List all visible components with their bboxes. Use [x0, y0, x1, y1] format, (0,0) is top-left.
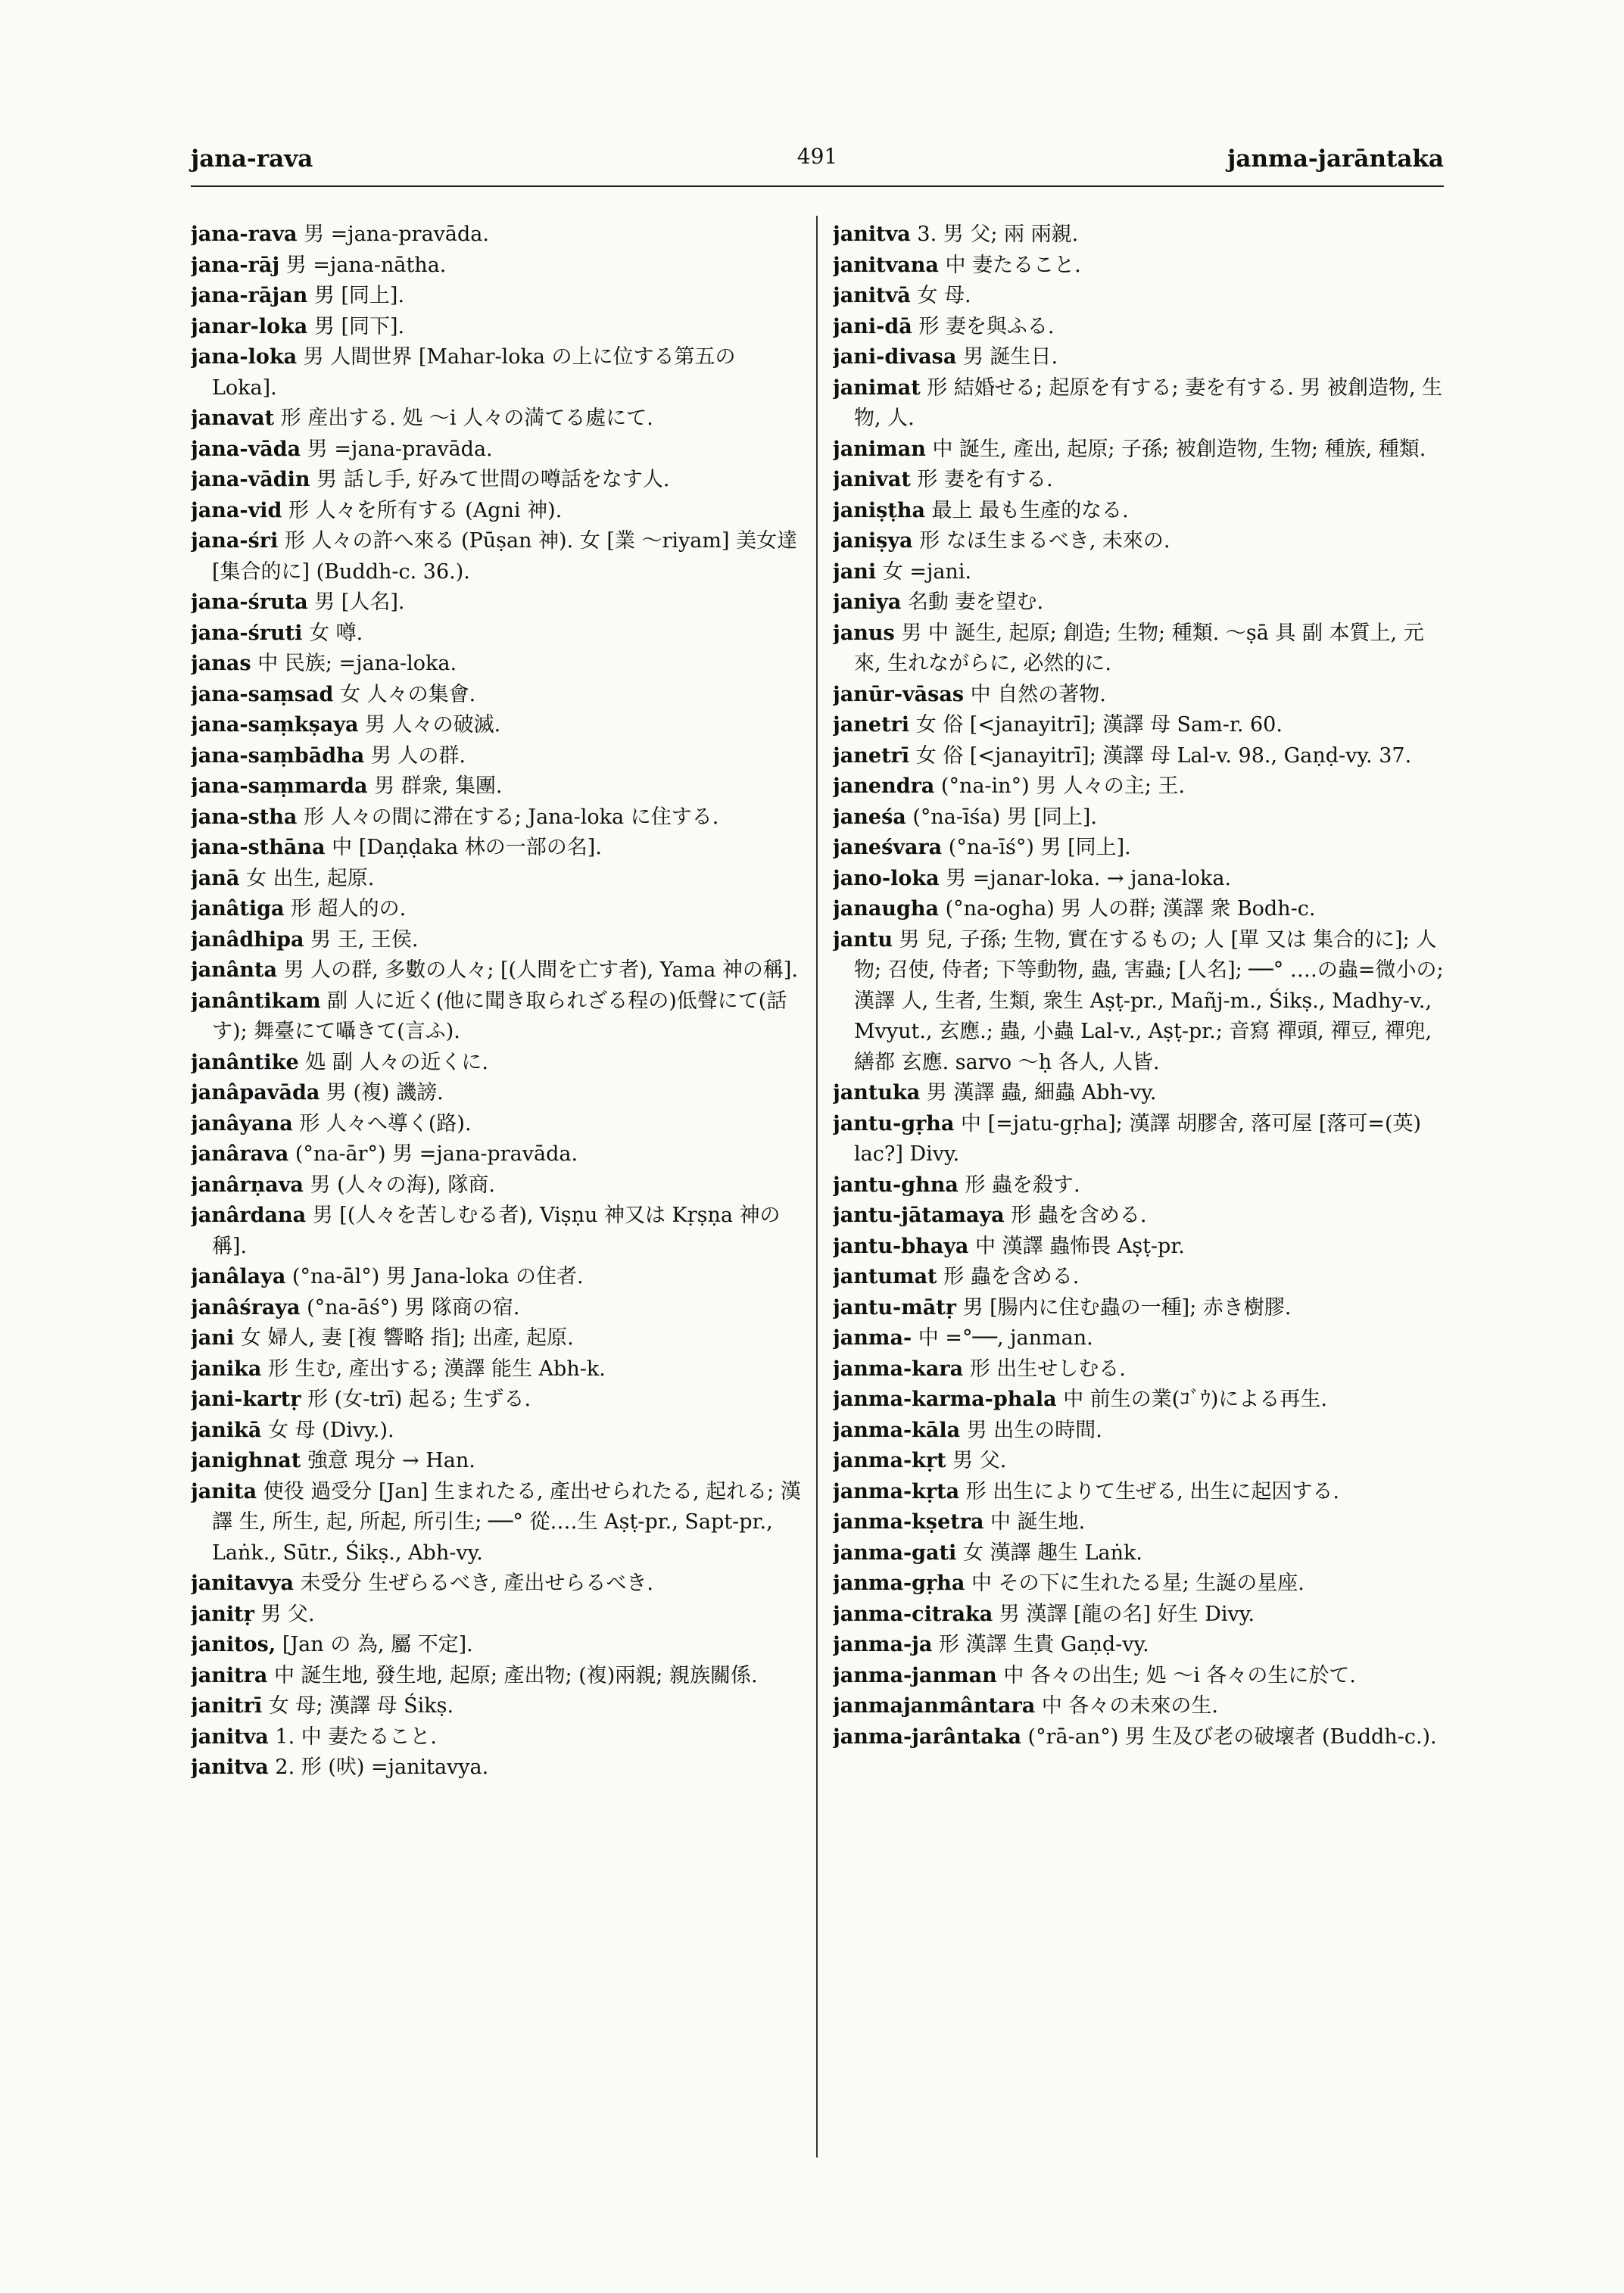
dictionary-entry [191, 1262, 804, 1293]
entry-headword: janus [833, 621, 895, 645]
dictionary-entry [833, 1538, 1446, 1569]
entry-definition: 男 父. [260, 1602, 315, 1626]
entry-definition: 男 王, 王侯. [310, 927, 419, 952]
entry-definition: 女 =jani. [882, 559, 972, 584]
entry-headword: janitva [833, 223, 911, 246]
dictionary-entry [833, 342, 1446, 373]
entry-headword: janârdana [191, 1204, 307, 1227]
dictionary-entry [833, 1600, 1446, 1631]
entry-headword: janâpavāda [191, 1081, 320, 1104]
entry-headword: janimat [833, 375, 921, 400]
entry-definition: 女 人々の集會. [340, 682, 476, 706]
dictionary-entry [833, 771, 1446, 802]
dictionary-entry [833, 1201, 1446, 1232]
entry-definition: 中 =°──, janman. [918, 1326, 1093, 1350]
entry-headword: janitos, [191, 1633, 276, 1656]
entry-headword: jana-śri [191, 529, 279, 553]
dictionary-entry [833, 557, 1446, 588]
dictionary-entry [833, 1293, 1446, 1324]
entry-headword: janitva [191, 1756, 269, 1779]
entry-definition: 中 [=jatu-gṛha]; 漢譯 胡膠舍, 落可屋 [落可=(英) lac?] Divy. [854, 1111, 1422, 1166]
dictionary-entry [191, 403, 804, 435]
dictionary-entry [191, 1752, 804, 1784]
entry-headword: janetrī [833, 743, 910, 768]
entry-definition: [Jan の 為, 屬 不定]. [282, 1633, 473, 1656]
entry-definition: 中 その下に生れたる星; 生誕の星座. [971, 1572, 1304, 1595]
dictionary-entry [191, 251, 804, 282]
entry-definition: (°rā-an°) 男 生及び老の破壞者 (Buddh-c.). [1027, 1724, 1437, 1749]
header-guide-word-right: janma-jarāntaka [1227, 145, 1444, 173]
entry-headword: jana-sthāna [191, 836, 326, 859]
entry-definition: 形 (女-trī) 起る; 生ずる. [307, 1388, 531, 1411]
dictionary-entry [191, 1139, 804, 1170]
header-rule [191, 185, 1444, 187]
entry-headword: jantumat [833, 1265, 937, 1288]
entry-definition: 男 =jana-pravāda. [304, 223, 489, 246]
entry-definition: 副 人に近く(他に聞き取られざる程の)低聲にて(話す); 舞臺にて囁きて(言ふ). [212, 989, 787, 1043]
entry-headword: janighnat [191, 1449, 301, 1472]
dictionary-entry [191, 1691, 804, 1722]
entry-headword: janas [191, 652, 251, 675]
dictionary-entry [833, 435, 1446, 466]
entry-definition: 3. 男 父; 兩 兩親. [917, 223, 1079, 246]
dictionary-entry [191, 649, 804, 680]
dictionary-entry [191, 771, 804, 802]
dictionary-entry [833, 526, 1446, 557]
entry-definition: 形 産出する. 処 ～i 人々の満てる處にて. [280, 407, 653, 430]
dictionary-entry [833, 1385, 1446, 1416]
entry-definition: 名動 妻を望む. [907, 590, 1044, 614]
dictionary-entry [833, 1630, 1446, 1661]
entry-headword: janma-kṛt [833, 1449, 946, 1472]
entry-headword: janikā [191, 1418, 262, 1442]
entry-headword: janâlaya [191, 1265, 286, 1288]
entry-headword: janâśraya [191, 1295, 301, 1319]
entry-definition: (°na-ār°) 男 =jana-pravāda. [295, 1142, 578, 1166]
entry-headword: janâtiga [191, 897, 285, 921]
dictionary-entry [833, 894, 1446, 925]
entry-headword: janma-kāla [833, 1418, 961, 1442]
dictionary-entry [833, 833, 1446, 864]
entry-headword: jantu [833, 927, 893, 952]
entry-headword: jana-vid [191, 498, 282, 522]
entry-headword: jani [191, 1326, 235, 1350]
dictionary-entry [191, 1661, 804, 1692]
entry-headword: janiya [833, 590, 902, 614]
entry-headword: jani [833, 559, 877, 584]
dictionary-entry [833, 1661, 1446, 1692]
dictionary-entry [833, 802, 1446, 833]
entry-headword: jana-stha [191, 805, 298, 829]
header-guide-word-left: jana-rava [191, 145, 313, 173]
entry-headword: janūr-vāsas [833, 682, 965, 706]
entry-definition: 形 蟲を殺す. [965, 1173, 1080, 1197]
dictionary-entry [833, 710, 1446, 741]
dictionary-entry [191, 281, 804, 312]
right-column [833, 220, 1446, 2248]
entry-definition: 最上 最も生產的なる. [931, 498, 1129, 522]
entry-headword: jana-vādin [191, 468, 310, 491]
entry-definition: 男 兒, 子孫; 生物, 實在するもの; 人 [單 又は 集合的に]; 人物; 召使, 侍者; 下等動物, 蟲, 害蟲; [人名]; ──° ‥‥の蟲=微小の; 漢譯 人, 生者, 生類, 衆生 Aṣṭ-pr., Mañj-m., Śikṣ., Madhy-v., Mvyut., 玄應.; 蟲, 小蟲 Lal-v., Aṣṭ-pr.; 音寫 禪頭, 禪豆, 禪兜, 繕都 玄應. sarvo ～ḥ 各人, 人皆. [854, 927, 1444, 1074]
entry-headword: janânta [191, 958, 277, 982]
entry-definition: 形 人々の間に滞在する; Jana-loka に住する. [304, 805, 719, 829]
entry-definition: 形 漢譯 生貴 Gaṇḍ-vy. [939, 1633, 1149, 1656]
entry-headword: jana-saṃkṣaya [191, 713, 359, 737]
entry-headword: jana-saṃmarda [191, 774, 368, 798]
dictionary-entry [833, 1232, 1446, 1263]
entry-definition: 男 [(人々を苦しむる者), Viṣṇu 神又は Kṛṣṇa 神の稱]. [212, 1204, 781, 1258]
entry-headword: jana-vāda [191, 437, 301, 461]
dictionary-entry [833, 220, 1446, 251]
entry-headword: janitṛ [191, 1602, 254, 1626]
dictionary-entry [191, 1170, 804, 1201]
dictionary-entry [191, 986, 804, 1048]
entry-headword: jantuka [833, 1081, 921, 1104]
entry-definition: 中 自然の著物. [970, 682, 1106, 706]
entry-definition: 中 [Daṇḍaka 林の一部の名]. [332, 836, 602, 859]
entry-definition: 男 人間世界 [Mahar-loka の上に位する第五の Loka]. [212, 345, 736, 400]
entry-definition: 形 超人的の. [291, 897, 407, 921]
entry-definition: 男 [人名]. [314, 590, 405, 614]
dictionary-entry [833, 741, 1446, 772]
dictionary-entry [833, 1078, 1446, 1109]
column-divider [816, 216, 818, 2157]
entry-definition: 男 群衆, 集團. [374, 774, 503, 798]
entry-headword: janântike [191, 1050, 299, 1074]
entry-headword: janârava [191, 1142, 289, 1166]
entry-headword: jana-śruti [191, 621, 303, 645]
entry-headword: janma-jarântaka [833, 1724, 1021, 1749]
dictionary-entry [191, 1293, 804, 1324]
dictionary-entry [191, 1323, 804, 1354]
entry-definition: 中 前生の業(ｺﾞｳ)による再生. [1063, 1388, 1327, 1411]
entry-definition: 形 出生によりて生ぜる, 出生に起因する. [965, 1479, 1339, 1503]
entry-headword: janā [191, 866, 240, 890]
entry-headword: jantu-mātṛ [833, 1295, 956, 1319]
entry-headword: janitavya [191, 1572, 294, 1595]
entry-headword: janma-janman [833, 1663, 997, 1687]
dictionary-entry [833, 864, 1446, 895]
entry-headword: jantu-ghna [833, 1173, 959, 1197]
dictionary-entry [833, 1109, 1446, 1170]
dictionary-entry [833, 1722, 1446, 1753]
dictionary-entry [833, 1507, 1446, 1538]
left-column [191, 220, 804, 2248]
entry-definition: 女 母; 漢譯 母 Śikṣ. [268, 1694, 454, 1718]
dictionary-entry [191, 220, 804, 251]
entry-headword: jantu-bhaya [833, 1234, 969, 1258]
entry-definition: 男 [同下]. [313, 314, 405, 338]
entry-definition: 男 (複) 譏謗. [326, 1081, 444, 1104]
entry-definition: 強意 現分 → Han. [307, 1449, 475, 1472]
entry-headword: janma-karma-phala [833, 1388, 1057, 1411]
entry-headword: jano-loka [833, 866, 940, 890]
entry-headword: jantu-jātamaya [833, 1204, 1005, 1227]
dictionary-entry [833, 1262, 1446, 1293]
entry-definition: 形 妻を與ふる. [918, 314, 1055, 338]
entry-definition: 女 噂. [308, 621, 363, 645]
dictionary-entry [833, 373, 1446, 435]
entry-headword: jani-dā [833, 314, 912, 338]
entry-definition: (°na-āl°) 男 Jana-loka の住者. [291, 1265, 584, 1288]
dictionary-entry [833, 496, 1446, 527]
dictionary-entry [191, 1569, 804, 1600]
dictionary-entry [191, 1109, 804, 1140]
entry-headword: janântikam [191, 989, 321, 1013]
entry-definition: 女 母 (Divy.). [267, 1418, 394, 1442]
dictionary-entry [191, 587, 804, 618]
dictionary-entry [833, 465, 1446, 496]
dictionary-entry [191, 618, 804, 650]
entry-headword: janma-gṛha [833, 1572, 965, 1595]
entry-definition: 中 妻たること. [945, 253, 1081, 277]
entry-definition: 男 =jana-nātha. [285, 253, 447, 277]
dictionary-entry [191, 802, 804, 833]
entry-definition: (°na-ogha) 男 人の群; 漢譯 衆 Bodh-c. [945, 897, 1316, 921]
entry-definition: 形 生む, 產出する; 漢譯 能生 Abh-k. [267, 1357, 606, 1381]
dictionary-entry [191, 496, 804, 527]
entry-definition: 男 =jana-pravāda. [307, 437, 493, 461]
entry-definition: 中 民族; =jana-loka. [257, 652, 457, 675]
dictionary-entry [833, 1354, 1446, 1385]
dictionary-entry [191, 465, 804, 496]
entry-definition: 女 漢譯 趣生 Laṅk. [962, 1541, 1142, 1565]
dictionary-entry [191, 1722, 804, 1753]
entry-definition: 形 蟲を含める. [1011, 1204, 1147, 1227]
entry-definition: 未受分 生ぜらるべき, 產出せらるべき. [300, 1572, 653, 1595]
entry-headword: janârṇava [191, 1173, 304, 1197]
entry-definition: 中 誕生, 產出, 起原; 子孫; 被創造物, 生物; 種族, 種類. [932, 437, 1426, 461]
entry-headword: janiṣya [833, 529, 913, 553]
entry-definition: 形 人々の許へ來る (Pūṣan 神). 女 [業 ～riyam] 美女達 [集合的に] (Buddh-c. 36.). [212, 529, 798, 584]
entry-definition: 男 =janar-loka. → jana-loka. [946, 866, 1232, 890]
entry-headword: jana-rāj [191, 253, 280, 277]
dictionary-entry [833, 587, 1446, 618]
entry-headword: janitrī [191, 1694, 263, 1718]
entry-definition: 形 結婚せる; 起原を有する; 妻を有する. 男 被創造物, 生物, 人. [854, 375, 1443, 430]
entry-headword: jana-rājan [191, 284, 308, 307]
entry-headword: jana-saṃsad [191, 682, 334, 706]
entry-definition: 中 誕生地. [990, 1510, 1086, 1534]
page-header [191, 145, 1444, 183]
entry-headword: janaugha [833, 897, 940, 921]
entry-headword: janâyana [191, 1111, 293, 1136]
dictionary-entry [833, 251, 1446, 282]
dictionary-entry [191, 925, 804, 956]
entry-definition: 男 (人々の海), 隊商. [310, 1173, 495, 1197]
entry-definition: (°na-in°) 男 人々の主; 王. [940, 774, 1186, 798]
dictionary-entry [191, 680, 804, 711]
entry-headword: janeśa [833, 805, 906, 829]
entry-definition: (°na-īśa) 男 [同上]. [912, 805, 1097, 829]
entry-definition: 男 誕生日. [962, 345, 1058, 369]
dictionary-entry [191, 1078, 804, 1109]
entry-definition: 2. 形 (吠) =janitavya. [275, 1756, 489, 1779]
entry-definition: 女 俗 [<janayitrī]; 漢譯 母 Sam-r. 60. [915, 713, 1283, 737]
dictionary-entry [191, 312, 804, 343]
entry-definition: 中 各々の未來の生. [1041, 1694, 1218, 1718]
entry-definition: 形 なほ生まるべき, 未來の. [919, 529, 1170, 553]
entry-headword: jana-loka [191, 345, 298, 369]
dictionary-entry [833, 618, 1446, 680]
dictionary-entry [191, 342, 804, 403]
entry-definition: 男 中 誕生, 起原; 創造; 生物; 種類. ～ṣā 具 副 本質上, 元來, 生れながらに, 必然的に. [854, 621, 1424, 675]
entry-headword: janivat [833, 468, 911, 491]
entry-headword: janma-gati [833, 1541, 957, 1565]
entry-headword: janitvā [833, 284, 911, 307]
dictionary-entry [833, 1477, 1446, 1508]
entry-definition: 中 誕生地, 發生地, 起原; 產出物; (複)兩親; 親族關係. [273, 1663, 758, 1687]
dictionary-entry [833, 1416, 1446, 1447]
entry-definition: 男 漢譯 [龍の名] 好生 Divy. [999, 1602, 1255, 1626]
entry-definition: 男 人々の破滅. [365, 713, 501, 737]
dictionary-entry [191, 864, 804, 895]
entry-definition: 1. 中 妻たること. [275, 1724, 437, 1749]
dictionary-entry [833, 1446, 1446, 1477]
entry-headword: janeśvara [833, 836, 943, 859]
dictionary-entry [191, 1477, 804, 1569]
dictionary-entry [833, 1569, 1446, 1600]
dictionary-entry [833, 1691, 1446, 1722]
dictionary-entry [833, 312, 1446, 343]
dictionary-entry [833, 281, 1446, 312]
dictionary-entry [191, 1385, 804, 1416]
entry-definition: 男 人の群. [370, 743, 466, 768]
dictionary-entry [833, 1323, 1446, 1354]
entry-headword: janma-citraka [833, 1602, 993, 1626]
entry-headword: jani-divasa [833, 345, 957, 369]
dictionary-entry [191, 1600, 804, 1631]
entry-headword: jani-kartṛ [191, 1388, 301, 1411]
entry-headword: janma-kṛta [833, 1479, 960, 1503]
entry-definition: 女 母. [917, 284, 971, 307]
entry-headword: jana-saṃbādha [191, 743, 365, 768]
entry-headword: janmajanmântara [833, 1694, 1036, 1718]
entry-headword: janitvana [833, 253, 939, 277]
entry-headword: janar-loka [191, 314, 308, 338]
dictionary-entry [191, 955, 804, 986]
entry-definition: 形 出生せしむる. [969, 1357, 1126, 1381]
dictionary-entry [191, 1416, 804, 1447]
entry-headword: janâdhipa [191, 927, 304, 952]
entry-headword: jana-śruta [191, 590, 308, 614]
entry-definition: 形 妻を有する. [917, 468, 1053, 491]
entry-definition: 女 出生, 起原. [245, 866, 375, 890]
dictionary-entry [191, 526, 804, 587]
entry-definition: 男 漢譯 蟲, 細蟲 Abh-vy. [926, 1081, 1157, 1104]
entry-definition: (°na-āś°) 男 隊商の宿. [307, 1295, 520, 1319]
entry-headword: jana-rava [191, 223, 298, 246]
dictionary-entry [191, 710, 804, 741]
entry-headword: jantu-gṛha [833, 1111, 955, 1136]
dictionary-entry [191, 1048, 804, 1079]
entry-definition: 男 人の群, 多數の人々; [(人間を亡す者), Yama 神の稱]. [283, 958, 799, 982]
dictionary-entry [191, 833, 804, 864]
dictionary-entry [191, 1630, 804, 1661]
entry-headword: janiman [833, 437, 926, 461]
entry-definition: 男 [腸内に住む蟲の一種]; 赤き樹膠. [962, 1295, 1292, 1319]
entry-headword: janma-ja [833, 1633, 933, 1656]
entry-headword: janendra [833, 774, 935, 798]
entry-definition: 処 副 人々の近くに. [305, 1050, 488, 1074]
entry-definition: 男 出生の時間. [966, 1418, 1102, 1442]
entry-definition: 女 婦人, 妻 [複 響略 指]; 出產, 起原. [240, 1326, 574, 1350]
dictionary-entry [191, 894, 804, 925]
entry-headword: janma- [833, 1326, 912, 1350]
entry-headword: janika [191, 1357, 262, 1381]
entry-definition: 使役 過受分 [Jan] 生まれたる, 產出せられたる, 起れる; 漢譯 生, 所生, 起, 所起, 所引生; ──° 從‥‥生 Aṣṭ-pr., Sapt-pr., Laṅk., Sūtr., Śikṣ., Abh-vy. [212, 1479, 801, 1565]
dictionary-entry [833, 1170, 1446, 1201]
page-number: 491 [796, 144, 838, 169]
entry-definition: 男 [同上]. [313, 284, 405, 307]
entry-definition: 中 各々の出生; 処 ～i 各々の生に於て. [1003, 1663, 1357, 1687]
entry-headword: janita [191, 1479, 257, 1503]
dictionary-entry [191, 435, 804, 466]
dictionary-entry [191, 1354, 804, 1385]
entry-headword: janiṣṭha [833, 498, 925, 522]
dictionary-entry [191, 1201, 804, 1262]
entry-headword: janavat [191, 407, 275, 430]
entry-definition: 男 父. [952, 1449, 1007, 1472]
entry-definition: 形 人々を所有する (Agni 神). [288, 498, 563, 522]
dictionary-entry [833, 680, 1446, 711]
entry-definition: 形 人々へ導く(路). [299, 1111, 472, 1136]
entry-headword: janma-kara [833, 1357, 964, 1381]
entry-definition: (°na-īś°) 男 [同上]. [948, 836, 1131, 859]
entry-headword: janitva [191, 1724, 269, 1749]
entry-definition: 女 俗 [<janayitrī]; 漢譯 母 Lal-v. 98., Gaṇḍ-vy. 37. [915, 743, 1412, 768]
entry-headword: janma-kṣetra [833, 1510, 984, 1534]
entry-definition: 中 漢譯 蟲怖畏 Aṣṭ-pr. [974, 1234, 1185, 1258]
entry-definition: 男 話し手, 好みて世間の噂話をなす人. [316, 468, 670, 491]
entry-definition: 形 蟲を含める. [943, 1265, 1080, 1288]
dictionary-entry [191, 1446, 804, 1477]
entry-headword: janetri [833, 713, 910, 737]
entry-headword: janitra [191, 1663, 268, 1687]
dictionary-entry [833, 925, 1446, 1079]
dictionary-entry [191, 741, 804, 772]
